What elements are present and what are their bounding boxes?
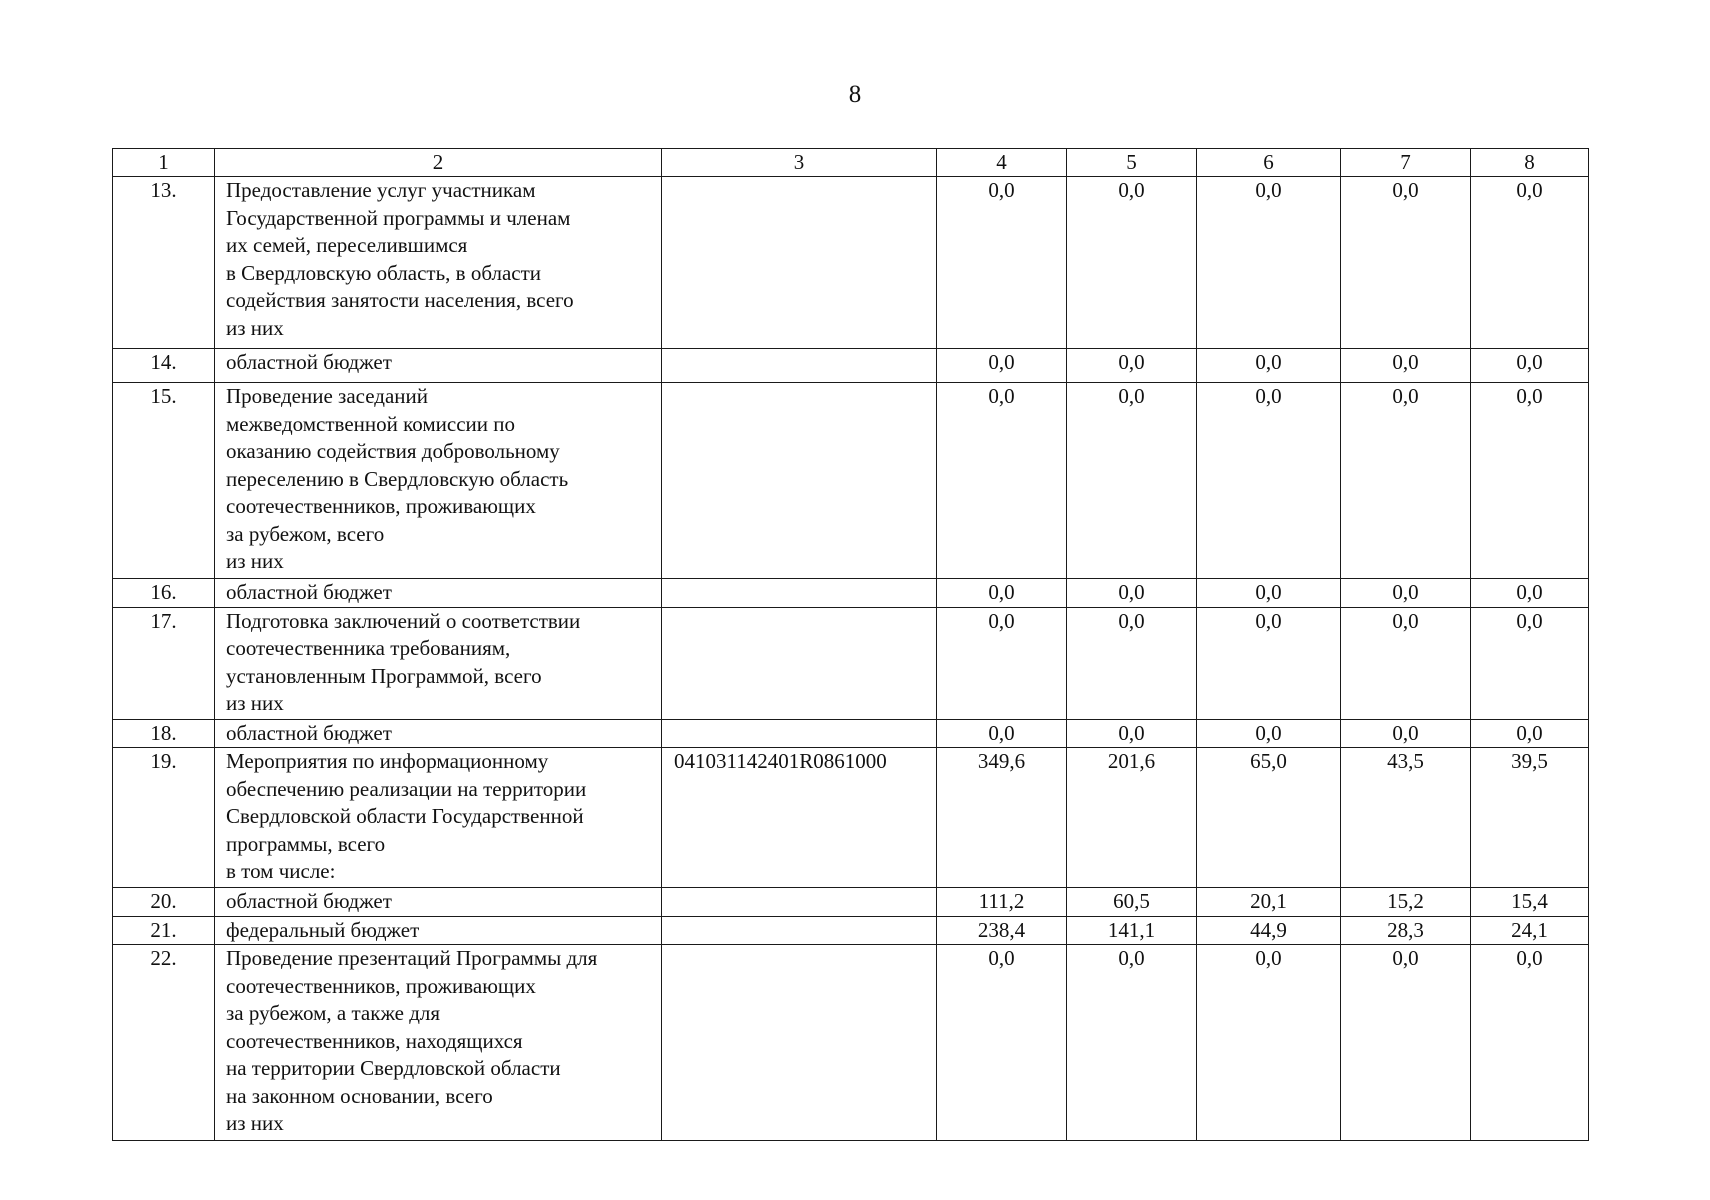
- row-number-cell: 20.: [113, 888, 215, 917]
- item-name-line: Проведение презентаций Программы для: [226, 946, 598, 970]
- item-name-line: обеспечению реализации на территории: [226, 776, 587, 801]
- item-name-line: Предоставление услуг участникам: [226, 178, 536, 202]
- item-name-line: областной бюджет: [226, 350, 392, 374]
- value-cell-col-8: 0,0: [1471, 945, 1589, 1141]
- value-cell-col-4: 238,4: [937, 916, 1067, 945]
- item-name-cell: [215, 888, 662, 917]
- header-cell-8: 8: [1471, 149, 1589, 177]
- value-cell-col-5: 0,0: [1067, 607, 1197, 719]
- header-cell-1: 1: [113, 149, 215, 177]
- item-name-line: соотечественников, проживающих: [226, 973, 536, 998]
- table-row: [113, 748, 1589, 888]
- value-cell-col-7: 0,0: [1341, 579, 1471, 608]
- row-number-cell: 17.: [113, 607, 215, 719]
- value-cell-col-5: 0,0: [1067, 383, 1197, 579]
- budget-code-cell: [662, 945, 937, 1141]
- value-cell-col-7: 0,0: [1341, 607, 1471, 719]
- item-name-line: содействия занятости населения, всего: [226, 288, 574, 312]
- header-cell-2: 2: [215, 149, 662, 177]
- budget-code-cell: [662, 177, 937, 349]
- item-name-cell: [215, 748, 662, 888]
- table-row: [113, 607, 1589, 719]
- item-name-line: соотечественников, находящихся: [226, 1028, 523, 1053]
- value-cell-col-5: 0,0: [1067, 349, 1197, 383]
- item-name-line: из них: [226, 549, 284, 573]
- item-name-line: из них: [226, 315, 284, 340]
- item-name-cell: [215, 607, 662, 719]
- value-cell-col-7: 43,5: [1341, 748, 1471, 888]
- value-cell-col-6: 0,0: [1197, 719, 1341, 748]
- row-number-cell: 16.: [113, 579, 215, 608]
- value-cell-col-4: 111,2: [937, 888, 1067, 917]
- item-name-cell: [215, 383, 662, 579]
- value-cell-col-5: 0,0: [1067, 945, 1197, 1141]
- header-row: [113, 149, 1589, 177]
- value-cell-col-5: 0,0: [1067, 579, 1197, 608]
- item-name-cell: [215, 579, 662, 608]
- item-name-line: переселению в Свердловскую область: [226, 466, 569, 491]
- item-name-cell: [215, 916, 662, 945]
- item-name-line: Свердловской области Государственной: [226, 804, 584, 828]
- table-row: [113, 579, 1589, 608]
- header-cell-5: 5: [1067, 149, 1197, 177]
- value-cell-col-5: 201,6: [1067, 748, 1197, 888]
- value-cell-col-7: 0,0: [1341, 719, 1471, 748]
- item-name-line: областной бюджет: [226, 720, 392, 745]
- header-cell-3: 3: [662, 149, 937, 177]
- budget-code-cell: [662, 349, 937, 383]
- value-cell-col-8: 0,0: [1471, 349, 1589, 383]
- value-cell-col-4: 0,0: [937, 579, 1067, 608]
- row-number-cell: 21.: [113, 916, 215, 945]
- row-number-cell: 18.: [113, 719, 215, 748]
- value-cell-col-7: 0,0: [1341, 383, 1471, 579]
- value-cell-col-8: 0,0: [1471, 719, 1589, 748]
- item-name-line: областной бюджет: [226, 580, 392, 604]
- header-cell-7: 7: [1341, 149, 1471, 177]
- value-cell-col-4: 0,0: [937, 607, 1067, 719]
- value-cell-col-8: 0,0: [1471, 579, 1589, 608]
- item-name-line: из них: [226, 1111, 284, 1135]
- budget-code-cell: [662, 383, 937, 579]
- value-cell-col-7: 15,2: [1341, 888, 1471, 917]
- budget-code-cell: [662, 579, 937, 608]
- budget-code-cell: 041031142401R0861000: [662, 748, 937, 888]
- budget-code-cell: [662, 916, 937, 945]
- row-number-cell: 13.: [113, 177, 215, 349]
- header-cell-4: 4: [937, 149, 1067, 177]
- item-name-cell: [215, 177, 662, 349]
- budget-code-cell: [662, 888, 937, 917]
- value-cell-col-6: 0,0: [1197, 177, 1341, 349]
- value-cell-col-8: 39,5: [1471, 748, 1589, 888]
- value-cell-col-7: 0,0: [1341, 945, 1471, 1141]
- value-cell-col-8: 0,0: [1471, 607, 1589, 719]
- budget-code-cell: [662, 719, 937, 748]
- value-cell-col-4: 0,0: [937, 383, 1067, 579]
- value-cell-col-4: 0,0: [937, 177, 1067, 349]
- item-name-line: программы, всего: [226, 831, 386, 856]
- table-row: [113, 383, 1589, 579]
- value-cell-col-6: 0,0: [1197, 349, 1341, 383]
- item-name-cell: [215, 719, 662, 748]
- value-cell-col-4: 0,0: [937, 719, 1067, 748]
- item-name-line: установленным Программой, всего: [226, 663, 542, 688]
- item-name-cell: [215, 349, 662, 383]
- item-name-line: Проведение заседаний: [226, 384, 429, 408]
- value-cell-col-8: 0,0: [1471, 383, 1589, 579]
- page-number: 8: [848, 81, 862, 108]
- value-cell-col-4: 349,6: [937, 748, 1067, 888]
- value-cell-col-8: 15,4: [1471, 888, 1589, 917]
- item-name-line: Подготовка заключений о соответствии: [226, 608, 581, 633]
- table-row: [113, 177, 1589, 349]
- item-name-line: за рубежом, а также для: [226, 1001, 441, 1025]
- value-cell-col-6: 0,0: [1197, 383, 1341, 579]
- item-name-cell: [215, 945, 662, 1141]
- value-cell-col-6: 0,0: [1197, 945, 1341, 1141]
- item-name-line: соотечественника требованиям,: [226, 636, 511, 660]
- item-name-line: в Свердловскую область, в области: [226, 260, 542, 285]
- value-cell-col-6: 65,0: [1197, 748, 1341, 888]
- value-cell-col-5: 0,0: [1067, 719, 1197, 748]
- value-cell-col-6: 0,0: [1197, 607, 1341, 719]
- item-name-line: за рубежом, всего: [226, 521, 385, 546]
- value-cell-col-4: 0,0: [937, 349, 1067, 383]
- row-number-cell: 15.: [113, 383, 215, 579]
- item-name-line: их семей, переселившимся: [226, 233, 468, 257]
- value-cell-col-7: 0,0: [1341, 177, 1471, 349]
- value-cell-col-7: 28,3: [1341, 916, 1471, 945]
- item-name-line: из них: [226, 691, 284, 715]
- table-row: [113, 888, 1589, 917]
- item-name-line: на законном основании, всего: [226, 1083, 493, 1108]
- value-cell-col-6: 0,0: [1197, 579, 1341, 608]
- value-cell-col-5: 60,5: [1067, 888, 1197, 917]
- table-row: [113, 945, 1589, 1141]
- table-row: [113, 349, 1589, 383]
- table-row: [113, 916, 1589, 945]
- item-name-line: оказанию содействия добровольному: [226, 439, 560, 463]
- item-name-line: Мероприятия по информационному: [226, 749, 549, 773]
- value-cell-col-5: 0,0: [1067, 177, 1197, 349]
- value-cell-col-8: 0,0: [1471, 177, 1589, 349]
- value-cell-col-7: 0,0: [1341, 349, 1471, 383]
- value-cell-col-4: 0,0: [937, 945, 1067, 1141]
- table-row: [113, 719, 1589, 748]
- value-cell-col-6: 20,1: [1197, 888, 1341, 917]
- row-number-cell: 22.: [113, 945, 215, 1141]
- item-name-line: соотечественников, проживающих: [226, 494, 536, 518]
- item-name-line: в том числе:: [226, 859, 336, 883]
- header-cell-6: 6: [1197, 149, 1341, 177]
- item-name-line: областной бюджет: [226, 889, 392, 913]
- value-cell-col-5: 141,1: [1067, 916, 1197, 945]
- row-number-cell: 19.: [113, 748, 215, 888]
- budget-code-cell: [662, 607, 937, 719]
- item-name-line: федеральный бюджет: [226, 917, 420, 942]
- row-number-cell: 14.: [113, 349, 215, 383]
- item-name-line: межведомственной комиссии по: [226, 411, 515, 436]
- value-cell-col-6: 44,9: [1197, 916, 1341, 945]
- item-name-line: на территории Свердловской области: [226, 1056, 561, 1080]
- value-cell-col-8: 24,1: [1471, 916, 1589, 945]
- budget-table: [112, 148, 1589, 1141]
- item-name-line: Государственной программы и членам: [226, 205, 571, 230]
